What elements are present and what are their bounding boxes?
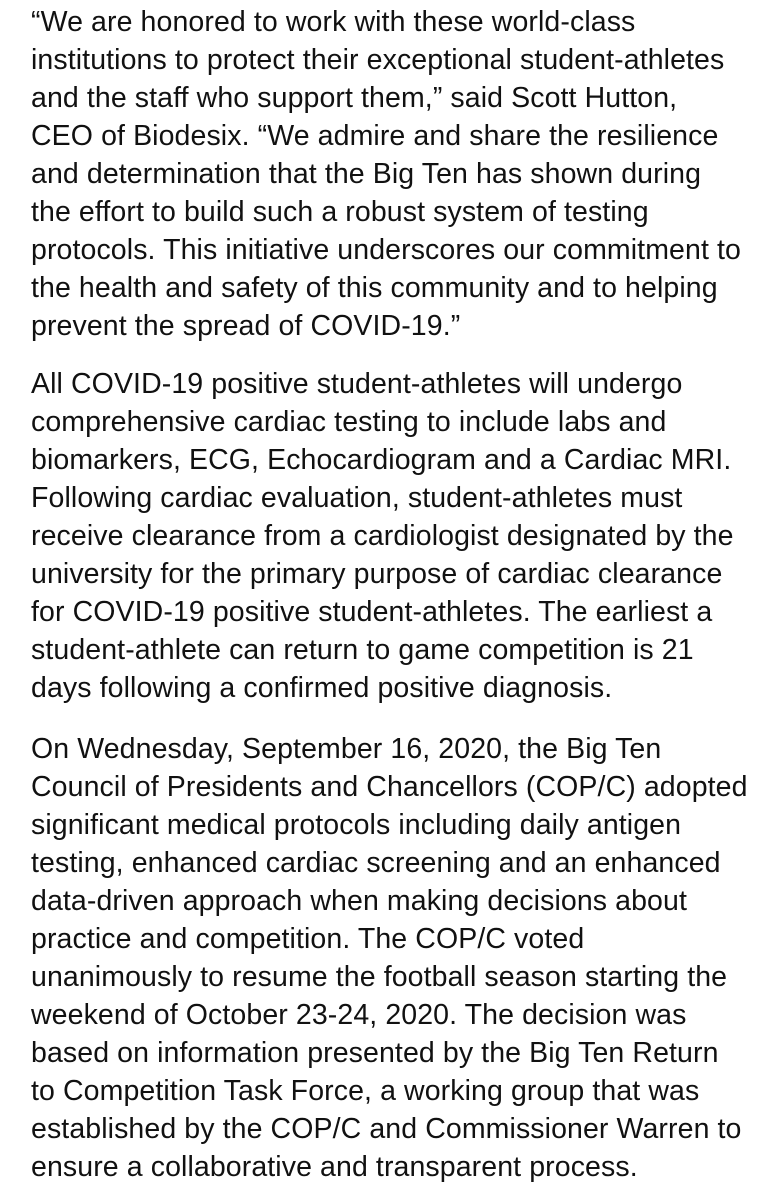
- text-line: practice and competition. The COP/C voted: [31, 923, 585, 955]
- quote-paragraph: [31, 3, 741, 345]
- text-line: biomarkers, ECG, Echocardiogram and a Cardiac MRI.: [31, 444, 732, 476]
- text-line: the health and safety of this community and to helping: [31, 272, 718, 304]
- text-line: weekend of October 23-24, 2020. The decision was: [31, 999, 687, 1031]
- text-line: and determination that the Big Ten has shown during: [31, 158, 702, 190]
- text-line: Following cardiac evaluation, student-athletes must: [31, 482, 683, 514]
- text-line: “We are honored to work with these world-class: [31, 6, 636, 38]
- text-line: protocols. This initiative underscores our commitment to: [31, 234, 741, 266]
- text-line: significant medical protocols including daily antigen: [31, 809, 682, 841]
- text-line: and the staff who support them,” said Scott Hutton,: [31, 82, 678, 114]
- text-line: On Wednesday, September 16, 2020, the Big Ten: [31, 733, 662, 765]
- season-decision-paragraph: [31, 730, 748, 1186]
- text-line: Council of Presidents and Chancellors (COP/C) adopted: [31, 771, 748, 803]
- text-line: prevent the spread of COVID-19.”: [31, 310, 461, 342]
- text-line: student-athlete can return to game competition is 21: [31, 634, 694, 666]
- text-line: testing, enhanced cardiac screening and an enhanced: [31, 847, 721, 879]
- text-line: university for the primary purpose of cardiac clearance: [31, 558, 723, 590]
- text-line: unanimously to resume the football season starting the: [31, 961, 728, 993]
- text-line: ensure a collaborative and transparent process.: [31, 1151, 638, 1183]
- text-line: receive clearance from a cardiologist designated by the: [31, 520, 734, 552]
- text-line: All COVID-19 positive student-athletes will undergo: [31, 368, 683, 400]
- text-line: to Competition Task Force, a working group that was: [31, 1075, 700, 1107]
- text-line: institutions to protect their exceptional student-athletes: [31, 44, 725, 76]
- text-line: comprehensive cardiac testing to include labs and: [31, 406, 667, 438]
- text-line: days following a confirmed positive diagnosis.: [31, 672, 613, 704]
- text-line: the effort to build such a robust system of testing: [31, 196, 649, 228]
- text-line: based on information presented by the Big Ten Return: [31, 1037, 719, 1069]
- text-line: established by the COP/C and Commissioner Warren to: [31, 1113, 742, 1145]
- text-line: data-driven approach when making decisions about: [31, 885, 687, 917]
- cardiac-testing-paragraph: [31, 365, 734, 707]
- text-line: CEO of Biodesix. “We admire and share the resilience: [31, 120, 719, 152]
- text-line: for COVID-19 positive student-athletes. The earliest a: [31, 596, 713, 628]
